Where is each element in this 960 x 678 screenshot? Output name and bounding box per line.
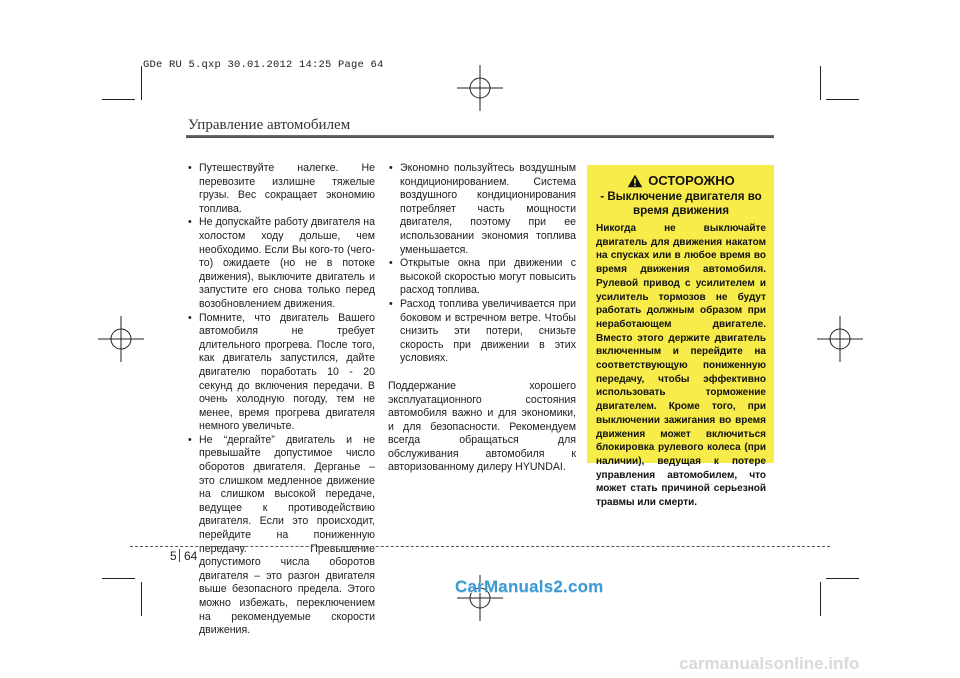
registration-mark-top [455,63,505,113]
list-item: • Путешествуйте налегке. Не перевозите излишне тяжелые грузы. Вес сокращает экономию топлива. [187,162,375,216]
warning-body: Никогда не выключайте двигатель для движения накатом на спусках или в любое время во время движения автомобиля. Рулевой привод с усилителем и усилитель тормозов не будут работать должным образом при неработающем двигателе. Вместо этого держите двигатель включенным и перейдите на соответствующую пониженную передачу, чтобы эффективно использовать торможение двигателем. Кроме того, при выключении зажигания во время движения может включиться блокировка рулевого колеса (при наличии), ведущая к потере управления автомобилем, что может стать причиной серьезной травмы или смерти. [596,223,766,509]
warning-header [596,173,766,188]
warning-subtitle: - Выключение двигателя во время движения [600,190,762,217]
tips-list [187,162,375,638]
list-item: • Экономно пользуйтесь воздушным кондиционированием. Система воздушного кондиционирования потребляет часть мощности двигателя, поэтому при ее использовании экономия топлива уменьшается. [388,162,576,257]
page-number: 64 [184,549,198,563]
title-rule [186,135,774,138]
text-column-left [187,162,375,638]
chapter-number: 5 [170,549,177,563]
list-item: • Не допускайте работу двигателя на холостом ходу дольше, чем необходимо. Если Вы кого-то (чего-то) ожидаете (но не в потоке движения), выключите двигатель и запустите его снова только перед возобновлением движения. [187,216,375,311]
tips-list [388,162,576,366]
warning-triangle-icon [627,174,643,188]
registration-mark-left [96,314,146,364]
watermark-logo: CarManuals2.com [455,577,604,596]
text-column-middle [388,162,576,475]
warning-box [587,165,774,509]
warning-title: ОСТОРОЖНО [648,173,735,188]
maintenance-paragraph: Поддержание хорошего эксплуатационного состояния автомобиля важно и для экономики, и для безопасности. Рекомендуем всегда обращаться для обслуживания автомобиля к авторизованному дилеру HYUNDAI. [388,379,576,474]
list-item: • Расход топлива увеличивается при боковом и встречном ветре. Чтобы снизить эти потери, снизьте скорость при движении в этих условиях. [388,298,576,366]
list-item: • Открытые окна при движении с высокой скоростью могут повысить расход топлива. [388,257,576,298]
footer-rule [130,546,830,547]
watermark-footer: carmanualsonline.info [679,654,860,673]
page-separator [179,549,180,562]
registration-mark-right [815,314,865,364]
list-item: • Не “дергайте” двигатель и не превышайте допустимое число оборотов двигателя. Дерганье – это слишком медленное движение на слишком высокой передаче, ведущее к противодействию двигателя. Если это происходит, перейдите на пониженную передачу. Превышение допустимого числа оборотов двигателя – это разгон двигателя выше безопасного предела. Этого можно избежать, переключением на рекомендуемые скорости движения. [187,434,375,638]
print-slug: GDe RU 5.qxp 30.01.2012 14:25 Page 64 [143,59,384,71]
list-item: • Помните, что двигатель Вашего автомобиля не требует длительного прогрева. После того, как двигатель запустился, дайте двигателю поработать 10 - 20 секунд до включения передачи. В очень холодную погоду, тем не менее, время прогрева двигателя немного увеличьте. [187,312,375,434]
section-title: Управление автомобилем [188,117,351,133]
